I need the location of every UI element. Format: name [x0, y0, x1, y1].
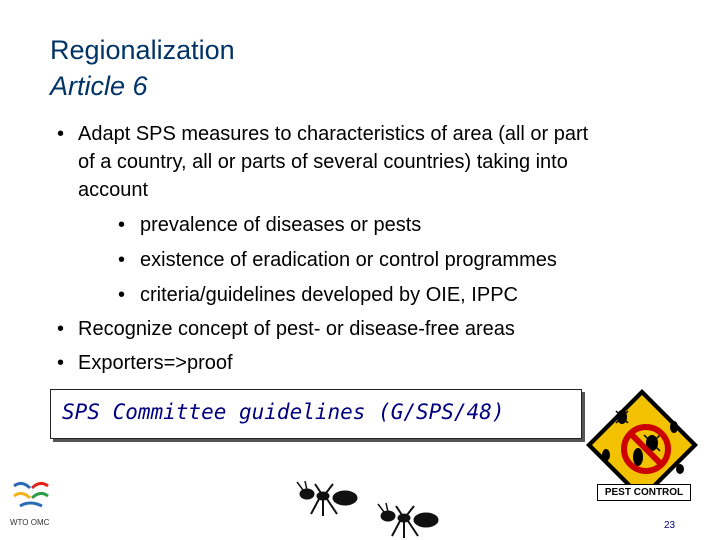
ant-icon	[295, 480, 365, 520]
sub-bullet-1: prevalence of diseases or pests	[140, 214, 422, 236]
bullet-1-line-2: of a country, all or parts of several countries) taking into	[78, 151, 568, 173]
slide-title	[50, 32, 235, 104]
pest-control-label: PEST CONTROL	[597, 484, 691, 501]
wto-logo-icon	[8, 478, 54, 518]
bullet-marker: •	[57, 352, 65, 374]
wto-logo-text: WTO OMC	[10, 518, 50, 527]
bullet-1-line-1: Adapt SPS measures to characteristics of area (all or part	[78, 123, 589, 145]
ant-icon	[376, 502, 446, 540]
bullet-2: Recognize concept of pest- or disease-free areas	[78, 318, 515, 340]
sub-bullet-2: existence of eradication or control programmes	[140, 249, 557, 271]
sub-bullet-marker: •	[118, 214, 126, 236]
page-number: 23	[664, 520, 676, 531]
bullet-1-line-3: account	[78, 179, 149, 201]
bullet-marker: •	[57, 123, 65, 145]
sub-bullet-marker: •	[118, 249, 126, 271]
bullet-marker: •	[57, 318, 65, 340]
bullet-3: Exporters=>proof	[78, 352, 233, 374]
sub-bullet-3: criteria/guidelines developed by OIE, IPPC	[140, 284, 518, 306]
guidelines-text: SPS Committee guidelines (G/SPS/48)	[62, 400, 505, 424]
title-subtitle: Article 6	[50, 71, 148, 101]
title-main: Regionalization	[50, 35, 235, 65]
sub-bullet-marker: •	[118, 284, 126, 306]
